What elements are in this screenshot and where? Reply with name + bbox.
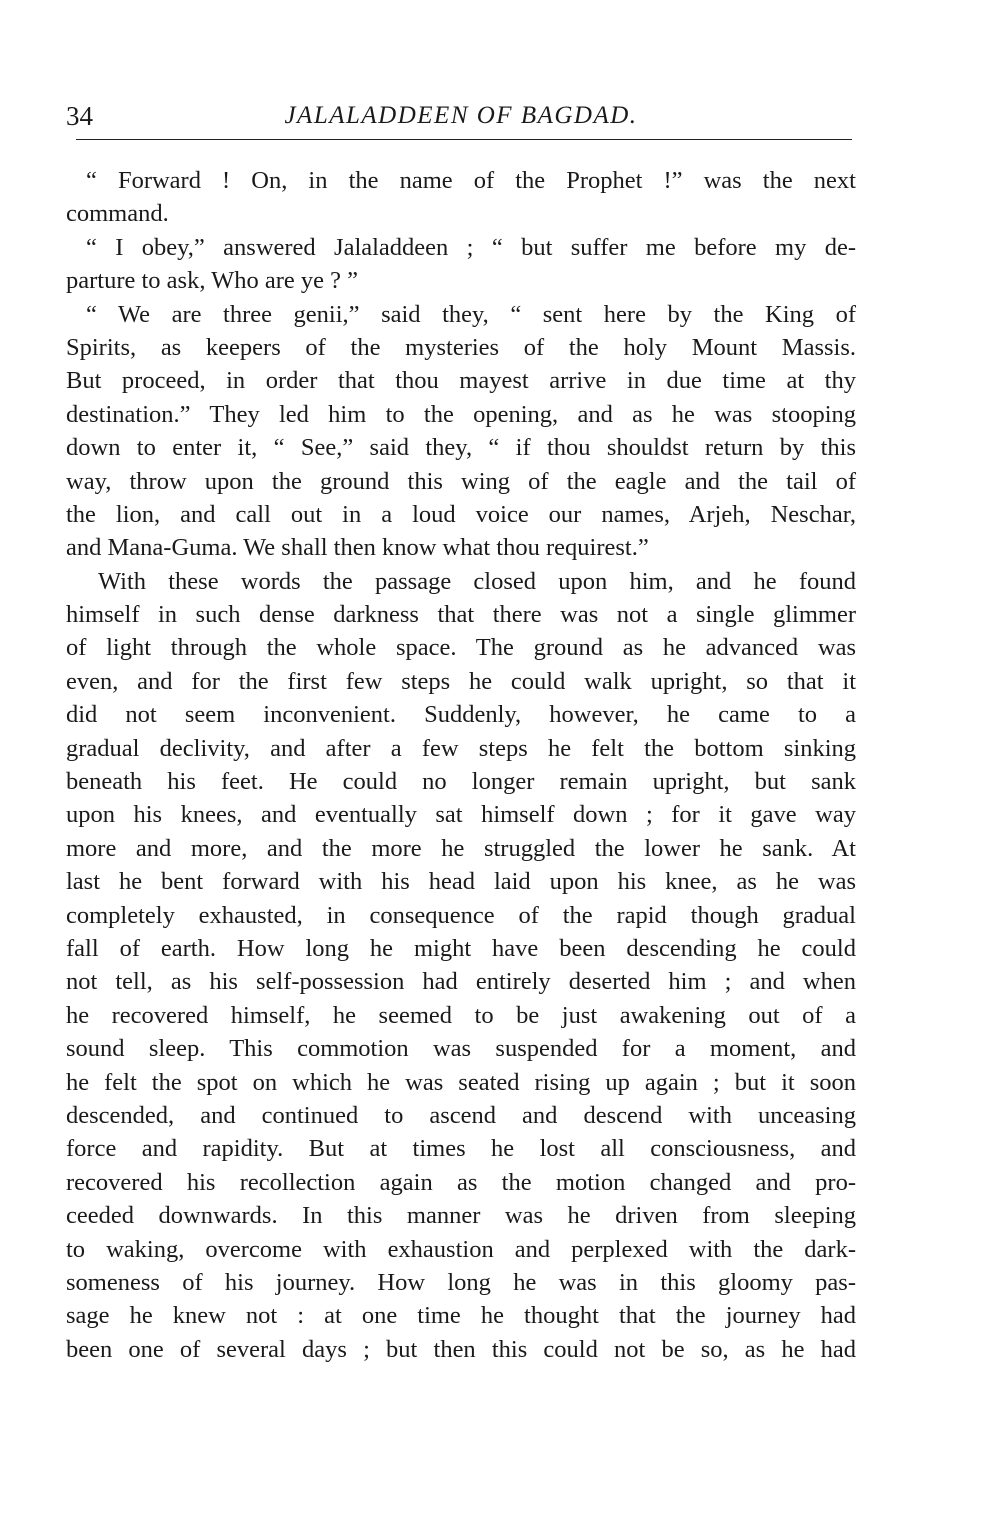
page-number: 34: [66, 101, 93, 131]
text-line: gradual declivity, and after a few steps he felt the bottom sinking: [66, 734, 856, 762]
text-line: ceeded downwards. In this manner was he driven from sleeping: [66, 1202, 856, 1230]
text-line: With these words the passage closed upon him, and he found: [98, 567, 856, 595]
text-line: sage he knew not : at one time he thought that the journey had: [66, 1302, 856, 1330]
text-line: “ Forward ! On, in the name of the Prophet !” was the next: [86, 167, 856, 194]
text-line: Spirits, as keepers of the mysteries of the holy Mount Massis.: [66, 333, 856, 361]
header-rule: [76, 139, 852, 140]
text-line: recovered his recollection again as the motion changed and pro-: [66, 1168, 856, 1196]
text-line: But proceed, in order that thou mayest arrive in due time at thy: [66, 367, 856, 395]
text-line: and Mana-Guma. We shall then know what thou requirest.”: [66, 534, 649, 562]
body-text: [66, 164, 856, 1366]
text-line: fall of earth. How long he might have been descending he could: [66, 934, 856, 962]
text-line: “ We are three genii,” said they, “ sent here by the King of: [86, 300, 856, 328]
text-line: command.: [66, 200, 169, 228]
text-line: parture to ask, Who are ye ? ”: [66, 267, 359, 295]
text-line: of light through the whole space. The ground as he advanced was: [66, 634, 856, 662]
page-header: [66, 98, 856, 134]
text-line: he felt the spot on which he was seated rising up again ; but it soon: [66, 1068, 856, 1096]
text-line: “ I obey,” answered Jalaladdeen ; “ but suffer me before my de-: [86, 233, 856, 261]
text-line: way, throw upon the ground this wing of the eagle and the tail of: [66, 467, 856, 495]
text-line: someness of his journey. How long he was in this gloomy pas-: [66, 1268, 856, 1296]
text-line: force and rapidity. But at times he lost all consciousness, and: [66, 1135, 856, 1163]
text-line: sound sleep. This commotion was suspended for a moment, and: [66, 1035, 856, 1063]
text-line: did not seem inconvenient. Suddenly, however, he came to a: [66, 701, 856, 729]
text-line: down to enter it, “ See,” said they, “ if thou shouldst return by this: [66, 434, 856, 462]
text-line: upon his knees, and eventually sat himself down ; for it gave way: [66, 801, 856, 829]
text-line: destination.” They led him to the opening, and as he was stooping: [66, 400, 856, 428]
text-line: he recovered himself, he seemed to be just awakening out of a: [66, 1001, 856, 1029]
text-line: not tell, as his self-possession had entirely deserted him ; and when: [66, 968, 856, 996]
text-line: last he bent forward with his head laid upon his knee, as he was: [66, 868, 856, 896]
text-line: beneath his feet. He could no longer remain upright, but sank: [66, 768, 856, 796]
running-title: JALALADDEEN OF BAGDAD.: [284, 102, 638, 129]
text-line: the lion, and call out in a loud voice our names, Arjeh, Neschar,: [66, 500, 856, 528]
text-line: to waking, overcome with exhaustion and perplexed with the dark-: [66, 1235, 856, 1263]
text-line: even, and for the first few steps he could walk upright, so that it: [66, 667, 856, 695]
text-line: completely exhausted, in consequence of the rapid though gradual: [66, 901, 856, 929]
text-line: himself in such dense darkness that there was not a single glimmer: [66, 601, 856, 629]
text-line: descended, and continued to ascend and descend with unceasing: [66, 1101, 856, 1129]
text-line: more and more, and the more he struggled the lower he sank. At: [66, 834, 856, 862]
text-line: been one of several days ; but then this could not be so, as he had: [66, 1335, 856, 1363]
